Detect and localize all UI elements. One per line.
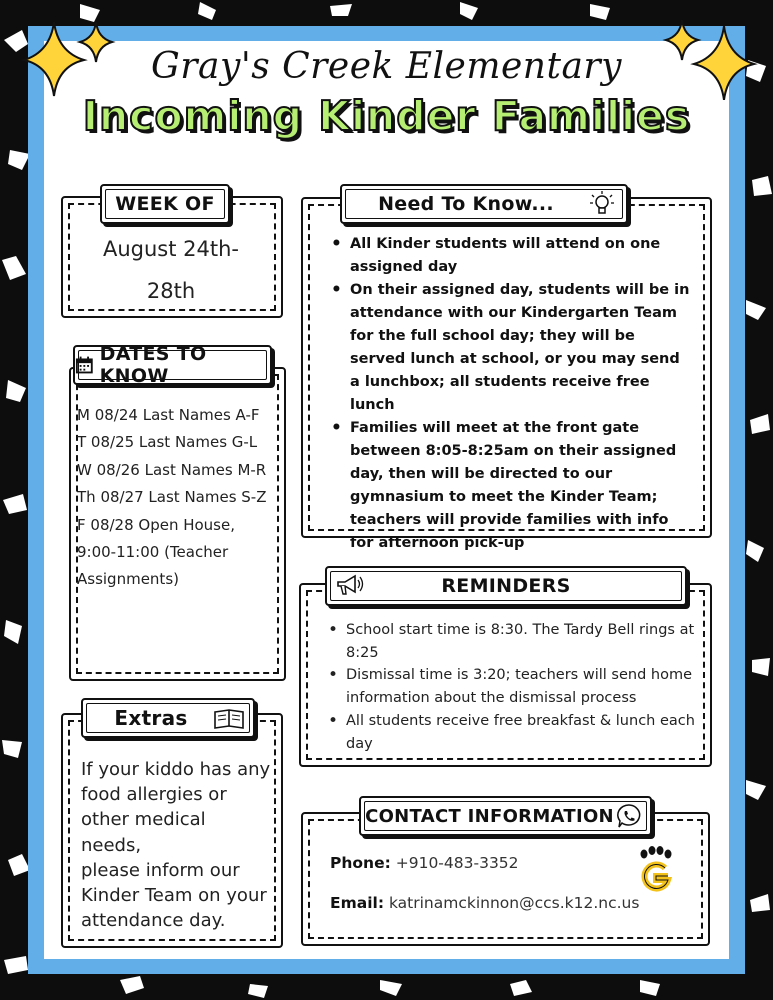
dates-to-know-label: DATES TO KNOW: [99, 343, 207, 387]
phone-label: Phone:: [330, 854, 391, 872]
open-book-icon: [213, 706, 245, 730]
date-line: W 08/26 Last Names M-R: [77, 460, 267, 479]
date-line: 9:00-11:00 (Teacher: [77, 543, 229, 562]
list-item: • On their assigned day, students will be in attendance with our Kindergarten Team for the full school day; they will be served lunch at school, or you may send a lunchbox; all students receive free lunch: [330, 279, 692, 417]
list-item: • All students receive free breakfast & lunch each day: [326, 710, 698, 755]
page-title: Incoming Kinder Families: [82, 92, 691, 140]
school-name: Gray's Creek Elementary: [151, 46, 622, 87]
need-to-know-list: [330, 233, 692, 555]
megaphone-icon: [335, 573, 365, 597]
list-item: • All Kinder students will attend on one assigned day: [330, 233, 692, 279]
extras-line: food allergies or: [81, 784, 227, 806]
reminders-label: REMINDERS: [441, 575, 571, 597]
extras-line: If your kiddo has any: [81, 759, 271, 780]
extras-line: attendance day.: [81, 910, 226, 932]
extras-text: [81, 757, 271, 933]
paw-logo-icon: [632, 846, 680, 906]
week-of-line2: 28th: [146, 279, 196, 303]
extras-line: please inform our: [81, 859, 240, 881]
extras-label: Extras: [114, 706, 188, 730]
date-line: Th 08/27 Last Names S-Z: [77, 488, 267, 507]
contact-header: [359, 796, 652, 836]
email-label: Email:: [330, 894, 385, 912]
contact-label: CONTACT INFORMATION: [365, 805, 614, 827]
date-line: Assignments): [77, 570, 179, 589]
phone-number[interactable]: +910-483-3352: [395, 854, 519, 872]
reminders-list: [326, 619, 698, 755]
dates-to-know-header: [73, 345, 272, 385]
dates-list: [77, 402, 277, 594]
date-line: M 08/24 Last Names A-F: [77, 406, 260, 424]
lightbulb-icon: [590, 191, 614, 217]
list-item: • School start time is 8:30. The Tardy Bell rings at 8:25: [326, 619, 698, 664]
week-of-label: WEEK OF: [115, 193, 215, 215]
email-line: [330, 894, 639, 912]
phone-line: [330, 854, 519, 872]
date-line: F 08/28 Open House,: [77, 515, 235, 534]
date-line: T 08/25 Last Names G-L: [77, 433, 258, 452]
reminders-header: [325, 566, 687, 606]
list-item: • Families will meet at the front gate between 8:05-8:25am on their assigned day, then will be directed to our gymnasium to meet the Kinder Team; teachers will provide families with info for afternoon pick-up: [330, 417, 692, 555]
school-logo: [632, 846, 680, 906]
extras-line: Kinder Team on your: [81, 885, 267, 907]
week-of-header: [100, 184, 230, 224]
need-to-know-label: Need To Know...: [378, 193, 554, 215]
calendar-icon: [75, 355, 94, 375]
list-item: • Dismissal time is 3:20; teachers will send home information about the dismissal process: [326, 664, 698, 709]
week-of-dates: [72, 228, 270, 312]
chat-phone-icon: [616, 803, 642, 829]
need-to-know-header: [340, 184, 628, 224]
email-address[interactable]: katrinamckinnon@ccs.k12.nc.us: [388, 894, 640, 912]
extras-line: other medical needs,: [81, 809, 206, 856]
extras-header: [81, 698, 255, 738]
week-of-line1: August 24th-: [102, 237, 239, 261]
